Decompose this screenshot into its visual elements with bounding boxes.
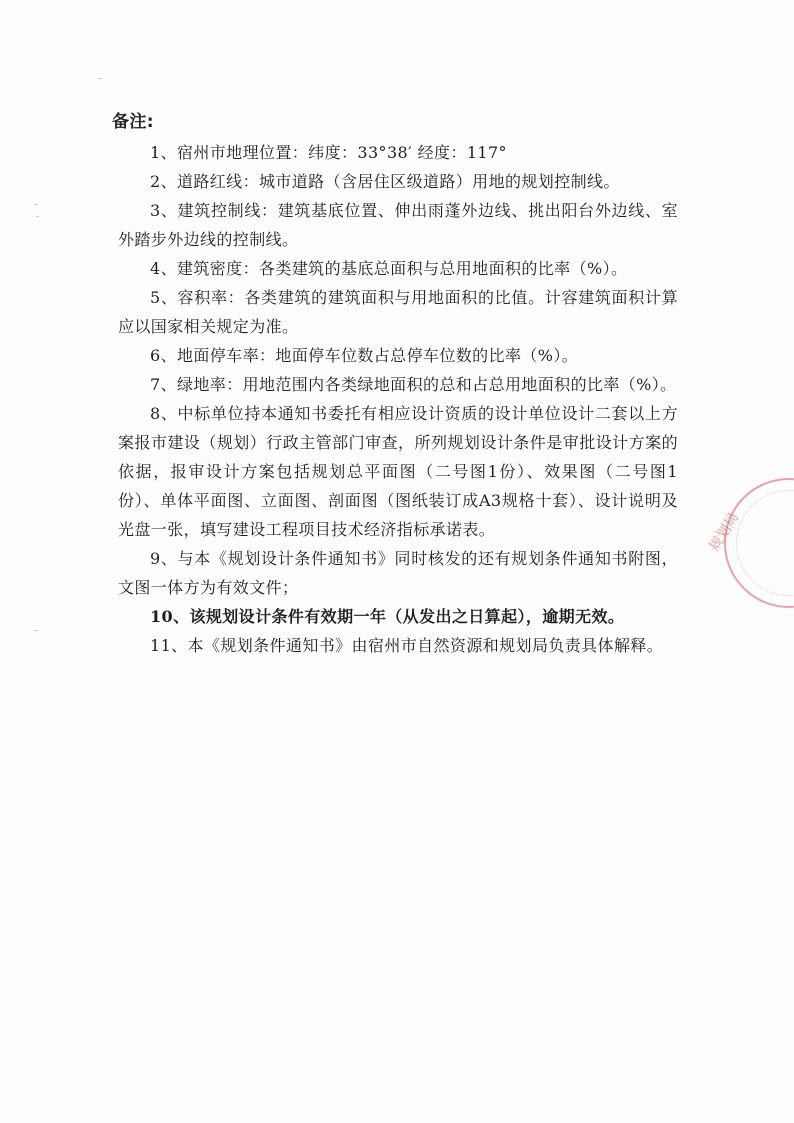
note-item: 9、与本《规划设计条件通知书》同时核发的还有规划条件通知书附图，文图一体方为有效文件； (118, 549, 678, 597)
seal-text: 规划局 (706, 509, 743, 554)
note-item: 5、容积率：各类建筑的建筑面积与用地面积的比值。计容建筑面积计算应以国家相关规定为准。 (118, 288, 678, 336)
note-item: 7、绿地率：用地范围内各类绿地面积的总和占总用地面积的比率（%）。 (150, 375, 677, 394)
official-seal (706, 478, 794, 608)
margin-mark (36, 216, 39, 217)
notes-section (112, 108, 678, 660)
note-item: 2、道路红线：城市道路（含居住区级道路）用地的规划控制线。 (150, 172, 620, 191)
note-item: 1、宿州市地理位置：纬度：33°38′ 经度：117° (150, 143, 507, 162)
note-item: 6、地面停车率：地面停车位数占总停车位数的比率（%）。 (150, 346, 579, 365)
note-item: 3、建筑控制线：建筑基底位置、伸出雨蓬外边线、挑出阳台外边线、室外踏步外边线的控制线。 (118, 201, 678, 249)
note-item: 4、建筑密度：各类建筑的基底总面积与总用地面积的比率（%）。 (150, 259, 628, 278)
note-item: 11、本《规划条件通知书》由宿州市自然资源和规划局负责具体解释。 (150, 636, 664, 655)
margin-mark (98, 78, 102, 79)
margin-mark (34, 630, 38, 631)
notes-heading: 备注: (112, 112, 154, 132)
margin-mark (34, 204, 38, 205)
note-item: 8、中标单位持本通知书委托有相应设计资质的设计单位设计二套以上方案报市建设（规划）行政主管部门审查，所列规划设计条件是审批设计方案的依据，报审设计方案包括规划总平面图（二号图1份）、效果图（二号图1份）、单体平面图、立面图、剖面图（图纸装订成A3规格十套）、设计说明及光盘一张，填写建设工程项目技术经济指标承诺表。 (118, 404, 678, 539)
note-item-validity: 10、该规划设计条件有效期一年（从发出之日算起），逾期无效。 (150, 607, 625, 626)
